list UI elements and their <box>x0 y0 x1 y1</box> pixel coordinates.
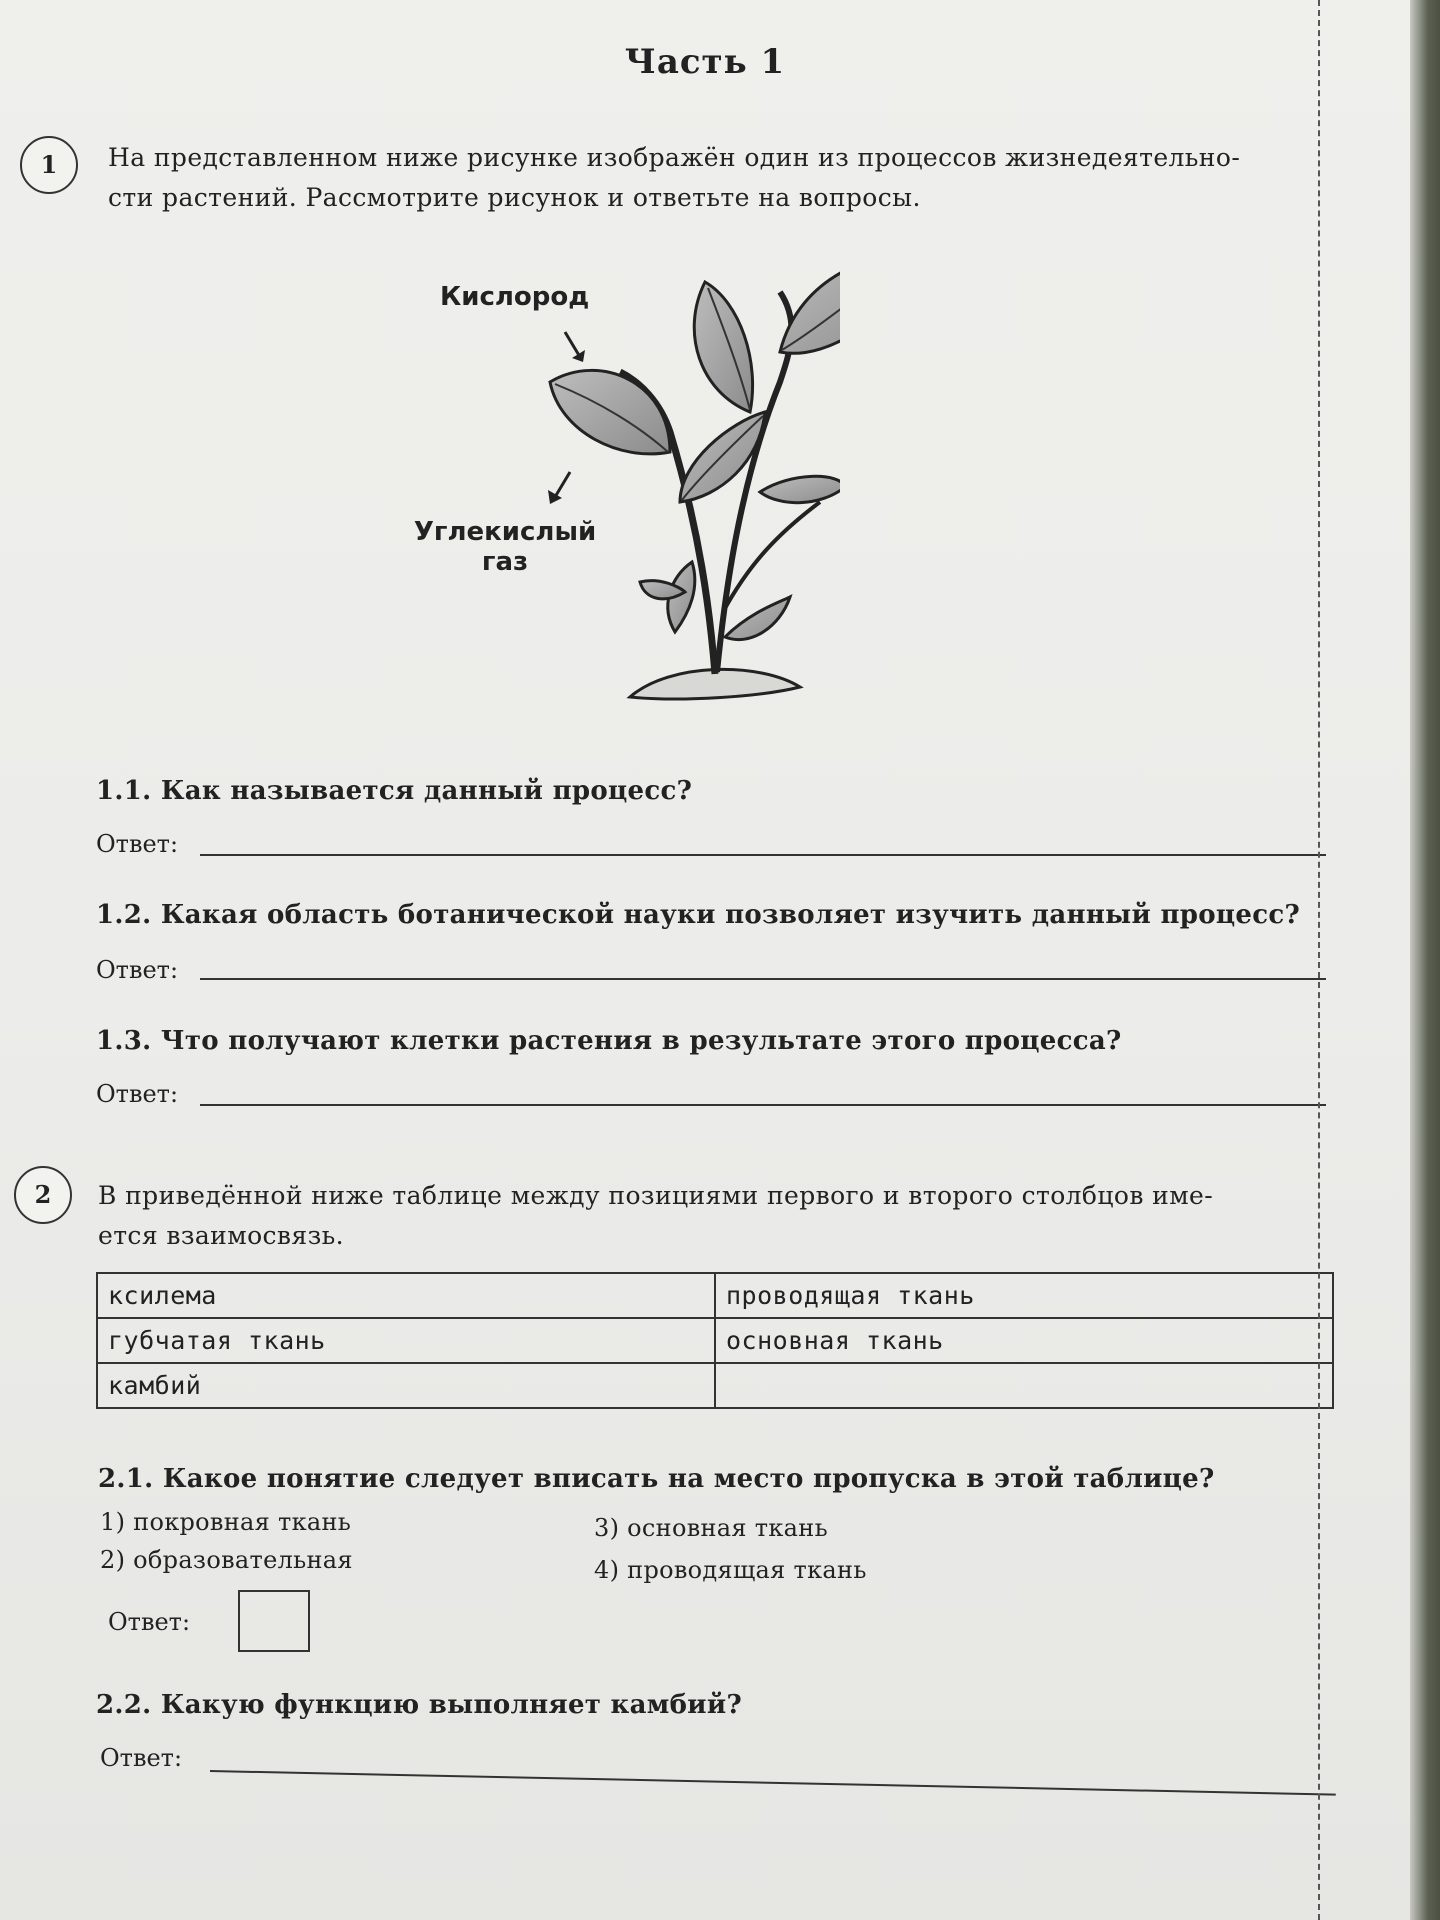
option-4: 4) проводящая ткань <box>594 1556 867 1584</box>
table-blank-cell[interactable] <box>715 1363 1333 1408</box>
answer-label-1-2: Ответ: <box>96 956 179 984</box>
relation-table <box>96 1272 1334 1409</box>
leaf-small-2 <box>725 597 790 640</box>
question-1-3: 1.3. Что получают клетки растения в результате этого процесса? <box>96 1026 1122 1056</box>
table-cell: губчатая ткань <box>97 1318 715 1363</box>
question-1-2: 1.2. Какая область ботанической науки позволяет изучить данный процесс? <box>96 900 1301 930</box>
leaf-right <box>760 476 840 502</box>
page-fold-line <box>1318 0 1320 1920</box>
task-1-number: 1 <box>20 136 78 194</box>
leaf-left <box>550 370 670 453</box>
co2-arrow <box>555 472 570 497</box>
answer-line-1-3[interactable] <box>200 1104 1326 1106</box>
option-2: 2) образовательная <box>100 1546 353 1574</box>
option-1: 1) покровная ткань <box>100 1508 352 1536</box>
option-3: 3) основная ткань <box>594 1514 828 1542</box>
question-2-2: 2.2. Какую функцию выполняет камбий? <box>96 1690 742 1720</box>
task-1-text-line1: На представленном ниже рисунке изображён один из процессов жизнедеятельно- <box>108 143 1241 172</box>
answer-box-2-1[interactable] <box>238 1590 310 1652</box>
answer-label-2-1: Ответ: <box>108 1608 191 1636</box>
answer-label-1-3: Ответ: <box>96 1080 179 1108</box>
oxygen-arrow <box>565 332 580 357</box>
answer-line-2-2[interactable] <box>210 1770 1336 1796</box>
table-cell: основная ткань <box>715 1318 1333 1363</box>
table-cell: ксилема <box>97 1273 715 1318</box>
answer-line-1-1[interactable] <box>200 854 1326 856</box>
table-cell: проводящая ткань <box>715 1273 1333 1318</box>
table-cell: камбий <box>97 1363 715 1408</box>
task-2-text-line2: ется взаимосвязь. <box>98 1221 344 1250</box>
answer-line-1-2[interactable] <box>200 978 1326 980</box>
answer-label-2-2: Ответ: <box>100 1744 183 1772</box>
plant-figure <box>380 232 840 712</box>
task-2-text-line1: В приведённой ниже таблице между позициями первого и второго столбцов име- <box>98 1181 1214 1210</box>
table-row <box>97 1273 1333 1318</box>
oxygen-label: Кислород <box>440 282 590 312</box>
task-2-number: 2 <box>14 1166 72 1224</box>
part-title: Часть 1 <box>624 42 786 82</box>
co2-label-line1: Углекислый <box>413 517 597 547</box>
task-1-text-line2: сти растений. Рассмотрите рисунок и ответьте на вопросы. <box>108 183 921 212</box>
leaf-top-left <box>694 282 752 412</box>
question-1-1: 1.1. Как называется данный процесс? <box>96 776 693 806</box>
answer-label-1-1: Ответ: <box>96 830 179 858</box>
table-row <box>97 1363 1333 1408</box>
question-2-1: 2.1. Какое понятие следует вписать на место пропуска в этой таблице? <box>98 1464 1215 1494</box>
co2-label-line2: газ <box>481 547 529 577</box>
desk-edge <box>1410 0 1440 1920</box>
co2-label <box>400 517 610 577</box>
table-row <box>97 1318 1333 1363</box>
